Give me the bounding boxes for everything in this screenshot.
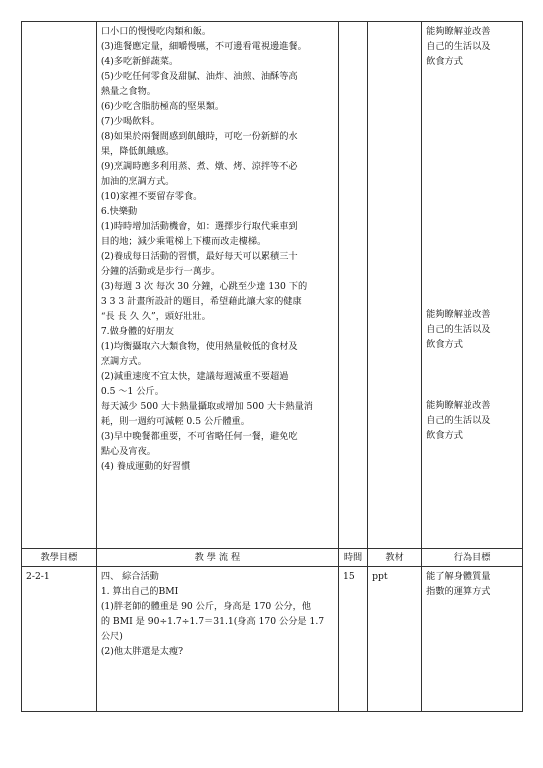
text-line: 四、 綜合活動: [100, 571, 159, 582]
text-line: 1. 算出自己的BMI: [100, 586, 179, 597]
text-line: (10)家裡不要留存零食。: [100, 191, 203, 202]
text-line: 熱量之食物。: [100, 86, 156, 97]
text-line: (6)少吃含脂肪極高的堅果類。: [100, 101, 225, 112]
behavior-cell: [422, 22, 523, 549]
text-line: 3 3 3 計畫所設計的題目，希望藉此讓大家的健康: [100, 296, 302, 307]
behavior-goal-1: 能夠瞭解並改善 自己的生活以及 飲食方式: [426, 26, 491, 67]
material-cell: ppt: [368, 567, 422, 712]
text-line: (3)早中晚餐都重要，不可省略任何一餐，避免吃: [100, 431, 298, 442]
text-line: (1)時時增加活動機會，如：選擇步行取代乘車到: [100, 221, 298, 232]
text-line: “長 長 久 久”，頭好壯壯。: [100, 311, 211, 322]
text-line: 耗，則一週約可減輕 0.5 公斤體重。: [100, 416, 250, 427]
text-line: (8)如果於兩餐間感到飢餓時，可吃一份新鮮的水: [100, 131, 298, 142]
text-line: 分鐘的活動或是步行一萬步。: [100, 266, 221, 277]
header-objective: 教學目標: [22, 549, 97, 567]
text-line: 加油的烹調方式。: [100, 176, 175, 187]
content-row-continued: [22, 22, 523, 549]
activity-process-cell: [96, 567, 338, 712]
text-line: (4)多吃新鮮蔬菜。: [100, 56, 179, 67]
lesson-plan-page: [21, 21, 523, 712]
text-line: 每天減少 500 大卡熱量攝取或增加 500 大卡熱量消: [100, 401, 313, 412]
behavior-goal-3: 能夠瞭解並改善 自己的生活以及 飲食方式: [426, 400, 491, 441]
header-material: 教材: [368, 549, 422, 567]
objective-cell-empty: [22, 22, 97, 549]
activity-lines: [101, 569, 334, 659]
time-cell: 15: [339, 567, 368, 712]
text-line: 6.快樂動: [100, 206, 138, 217]
text-line: (3)進餐應定量，細嚼慢嚥，不可邊看電視邊進餐。: [100, 41, 307, 52]
process-lines: [101, 24, 334, 474]
header-behavior: 行為目標: [422, 549, 523, 567]
time-cell-empty: [339, 22, 368, 549]
lesson-plan-table: [21, 21, 523, 712]
process-cell: [96, 22, 338, 549]
text-line: (2)他太胖還是太瘦?: [100, 646, 184, 657]
behavior-goal-2: 能夠瞭解並改善 自己的生活以及 飲食方式: [426, 309, 491, 350]
text-line: (1)胖老師的體重是 90 公斤，身高是 170 公分，他: [100, 601, 311, 612]
text-line: (3)每週 3 次 每次 30 分鐘，心跳至少達 130 下的: [100, 281, 308, 292]
text-line: (9)烹調時應多利用蒸、煮、燉、烤、涼拌等不必: [100, 161, 298, 172]
text-line: 0.5 ～1 公斤。: [100, 386, 164, 397]
text-line: 烹調方式。: [100, 356, 147, 367]
text-line: (2)減重速度不宜太快，建議每週減重不要超過: [100, 371, 289, 382]
text-line: (2)養成每日活動的習慣，最好每天可以累積三十: [100, 251, 298, 262]
material-cell-empty: [368, 22, 422, 549]
text-line: 的 BMI 是 90÷1.7÷1.7＝31.1(身高 170 公分是 1.7: [100, 616, 325, 627]
content-row-activity: [22, 567, 523, 712]
text-line: 目的地；減少乘電梯上下樓而改走樓梯。: [100, 236, 267, 247]
text-line: (7)少喝飲料。: [100, 116, 160, 127]
text-line: 果，降低飢餓感。: [100, 146, 175, 157]
text-line: 口小口的慢慢吃肉類和飯。: [100, 26, 212, 37]
text-line: (5)少吃任何零食及甜膩、油炸、油煎、油酥等高: [100, 71, 298, 82]
objective-cell: 2-2-1: [22, 567, 97, 712]
text-line: 公尺): [100, 631, 123, 642]
text-line: (4) 養成運動的好習慣: [100, 461, 191, 472]
text-line: (1)均衡攝取六大類食物，使用熱量較低的食材及: [100, 341, 298, 352]
header-time: 時間: [339, 549, 368, 567]
header-process: 教 學 流 程: [96, 549, 338, 567]
text-line: 7.做身體的好朋友: [100, 326, 174, 337]
text-line: 點心及宵夜。: [100, 446, 156, 457]
header-row: [22, 549, 523, 567]
behavior-goal-cell: 能了解身體質量 指數的運算方式: [422, 567, 523, 712]
